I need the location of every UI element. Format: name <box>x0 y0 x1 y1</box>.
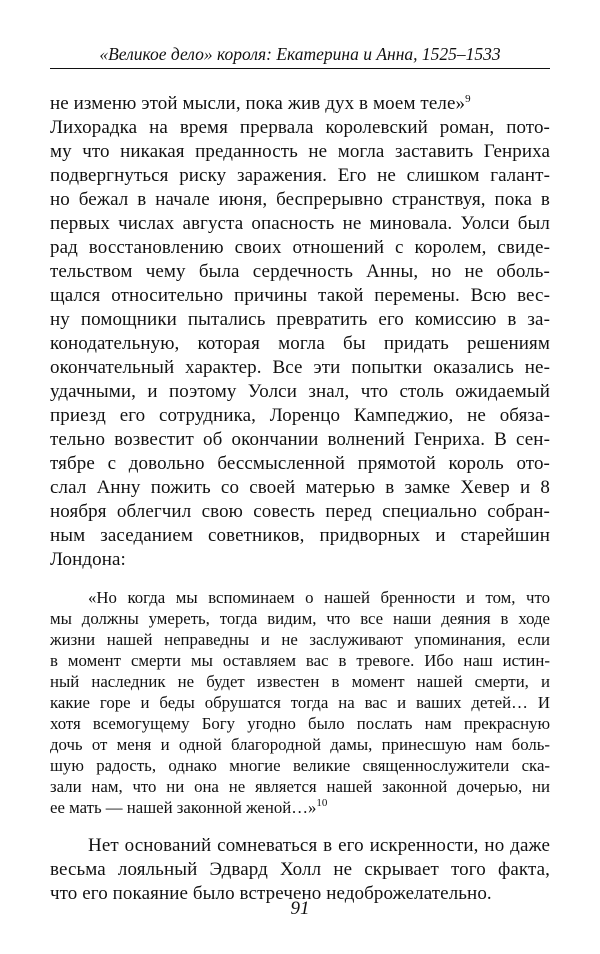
text-line: Лондона: <box>50 549 126 570</box>
quote-line <box>50 797 550 818</box>
quote-line: ный наследник не будет известен в момент нашей смерти, и <box>50 672 550 691</box>
text-line: весьма лояльный Эдвард Холл не скрывает того факта, <box>50 859 550 880</box>
quote-line: «Но когда мы вспоминаем о нашей бренности и том, что <box>88 588 550 607</box>
quote-line: жизни нашей неправедны и не заслуживают упоминания, если <box>50 630 550 649</box>
text-line-content: не изменю этой мысли, пока жив дух в моем теле» <box>50 93 466 114</box>
quote-line: зали нам, что ни она не является нашей законной дочерью, ни <box>50 777 550 796</box>
quote-line: какие горе и беды обрушатся тогда на вас и ваших детей… И <box>50 693 550 712</box>
text-line: тельно возвестит об окончании волнений Генриха. В сен- <box>50 429 550 450</box>
quote-line: дочь от меня и одной благородной дамы, принесшую нам боль- <box>50 735 550 754</box>
footnote-marker: 10 <box>316 797 328 809</box>
running-head: «Великое дело» короля: Екатерина и Анна, 1525–1533 <box>99 44 501 64</box>
text-line: му что никакая преданность не могла заставить Генриха <box>50 141 550 162</box>
text-line: щался относительно причины такой перемены. Всю вес- <box>50 285 550 306</box>
text-line: подвергнуться риску заражения. Его не слишком галант- <box>50 165 550 186</box>
text-line: рад восстановлению своих отношений с королем, свиде- <box>50 237 550 258</box>
text-line: но бежал в начале июня, беспрерывно странствуя, пока в <box>50 189 550 210</box>
text-line: Нет оснований сомневаться в его искренности, но даже <box>88 835 550 856</box>
quote-line: шую радость, однако многие великие священнослужители ска- <box>50 756 550 775</box>
text-line: приезд его сотрудника, Лоренцо Кампеджио, не обяза- <box>50 405 550 426</box>
text-line: слал Анну пожить со своей матерью в замке Хевер и 8 <box>50 477 550 498</box>
text-line <box>50 92 550 116</box>
text-line: удачными, и поэтому Уолси знал, что столь ожидаемый <box>50 381 550 402</box>
quote-line: хотя всемогущему Богу угодно было послать нам прекрасную <box>50 714 550 733</box>
text-line: что его покаяние было встречено недоброжелательно. <box>50 883 492 904</box>
text-line: ным заседанием советников, придворных и старейшин <box>50 525 550 546</box>
text-line: конодательную, которая могла бы придать решениям <box>50 333 550 354</box>
text-line: окончательный характер. Все эти попытки оказались не- <box>50 357 550 378</box>
header-rule <box>50 68 550 69</box>
quote-line: мы должны умереть, тогда видим, что все наши деяния в ходе <box>50 609 550 628</box>
footnote-marker: 9 <box>465 93 471 105</box>
text-line: тябре с довольно бессмысленной прямотой король ото- <box>50 453 550 474</box>
text-line: Лихорадка на время прервала королевский роман, пото- <box>50 117 550 138</box>
text-line: ну помощники пытались превратить его комиссию в за- <box>50 309 550 330</box>
quote-line-content: ее мать — нашей законной женой…» <box>50 798 317 817</box>
quote-line: в момент смерти мы оставляем вас в тревоге. Ибо наш истин- <box>50 651 550 670</box>
page-number: 91 <box>290 898 310 919</box>
text-line: первых числах августа опасность не миновала. Уолси был <box>50 213 550 234</box>
text-line: ноября облегчил свою совесть перед специально собран- <box>50 501 550 522</box>
text-line: тельством чему была сердечность Анны, но не оболь- <box>50 261 550 282</box>
